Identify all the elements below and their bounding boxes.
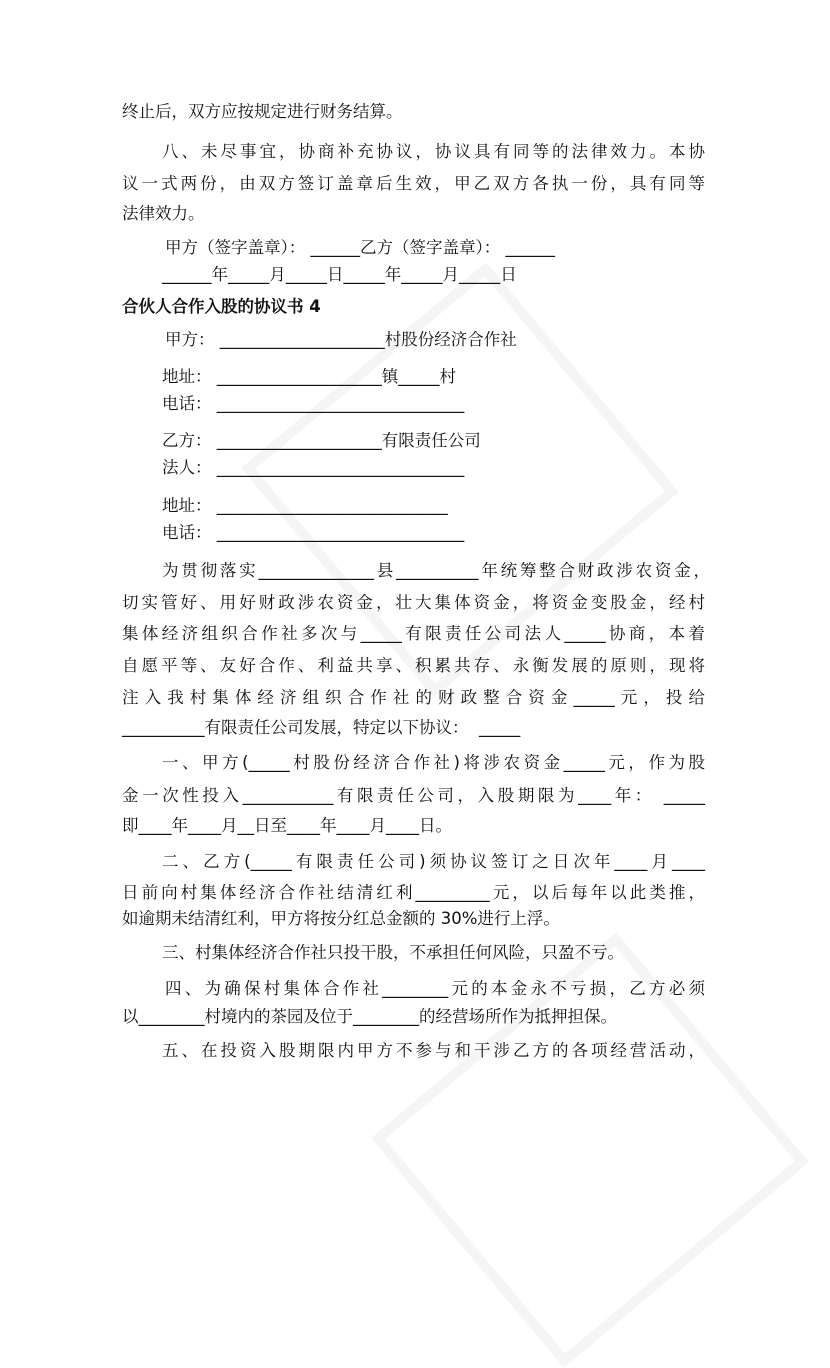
clause-8-line: 议一式两份，由双方签订盖章后生效，甲乙双方各执一份，具有同等 — [122, 174, 705, 193]
preamble-line: 为贯彻落实______________县__________年统筹整合财政涉农资金， — [162, 561, 710, 580]
section-heading: 合伙人合作入股的协议书 4 — [122, 297, 321, 316]
preamble-line: __________有限责任公司发展，特定以下协议： _____ — [122, 718, 521, 737]
clause-1-line: 即____年____月__日至____年____月____日。 — [122, 816, 452, 835]
phone-field: 电话： ______________________________ — [162, 394, 465, 413]
party-a-field: 甲方： ____________________村股份经济合作社 — [165, 330, 517, 349]
clause-4-line: 四、为确保村集体合作社________元的本金永不亏损，乙方必须 — [165, 979, 705, 998]
party-b-field: 乙方： ____________________有限责任公司 — [162, 431, 481, 450]
clause-8-line: 八、未尽事宜，协商补充协议，协议具有同等的法律效力。本协 — [162, 142, 705, 161]
preamble-line: 切实管好、用好财政涉农资金，壮大集体资金，将资金变股金，经村 — [122, 593, 705, 612]
date-line: ______年_____月_____日_____年_____月_____日 — [162, 265, 517, 284]
paragraph-line: 终止后，双方应按规定进行财务结算。 — [122, 102, 403, 121]
clause-1-line: 金一次性投入___________有限责任公司，入股期限为____年： _____ — [122, 786, 705, 805]
clause-4-line: 以________村境内的茶园及位于________的经营场所作为抵押担保。 — [122, 1007, 617, 1026]
clause-3-line: 三、村集体经济合作社只投干股，不承担任何风险，只盈不亏。 — [162, 943, 624, 962]
clause-1-line: 一、甲方(_____村股份经济合作社)将涉农资金_____元，作为股 — [162, 753, 705, 772]
clause-5-line: 五、在投资入股期限内甲方不参与和干涉乙方的各项经营活动， — [162, 1041, 705, 1060]
address-field: 地址： ____________________镇_____村 — [162, 367, 456, 386]
clause-2-line: 日前向村集体经济合作社结清红利_________元，以后每年以此类推， — [122, 883, 705, 902]
preamble-line: 集体经济组织合作社多次与_____有限责任公司法人_____协商，本着 — [122, 624, 705, 643]
clause-2-line: 如逾期未结清红利，甲方将按分红总金额的 30%进行上浮。 — [122, 909, 560, 928]
legal-person-field: 法人： ______________________________ — [162, 458, 465, 477]
signature-line: 甲方（签字盖章）： ______乙方（签字盖章）： ______ — [165, 238, 555, 257]
preamble-line: 自愿平等、友好合作、利益共享、积累共存、永衡发展的原则，现将 — [122, 656, 705, 675]
address-field: 地址： ____________________________ — [162, 496, 448, 515]
clause-8-line: 法律效力。 — [122, 204, 205, 223]
clause-2-line: 二、乙方(_____有限责任公司)须协议签订之日次年____月____ — [162, 852, 705, 871]
phone-field: 电话： ______________________________ — [162, 523, 465, 542]
preamble-line: 注入我村集体经济组织合作社的财政整合资金_____元，投给 — [122, 688, 705, 707]
